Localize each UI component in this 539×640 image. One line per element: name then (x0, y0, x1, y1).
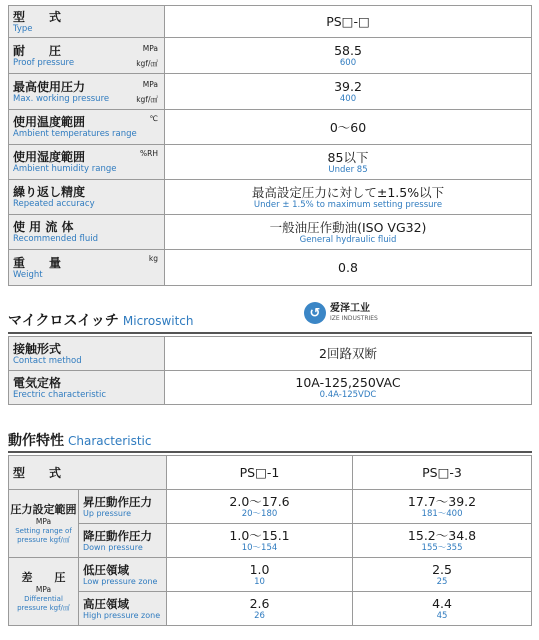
characteristic-row-low (9, 558, 532, 592)
spec-row-fluid (9, 215, 532, 250)
cell-ps3: 15.2～34.8 155～355 (353, 524, 532, 558)
row-label: 電気定格 Erectric characteristic (9, 371, 165, 405)
unit-label-2: kgf/㎠ (136, 59, 158, 68)
row-label: MPa kgf/㎠ 耐 圧 Proof pressure (9, 38, 165, 74)
microswitch-row-electric (9, 371, 532, 405)
row-label: 型 式 Type (9, 6, 165, 38)
cell-ps1: 1.0 10 (167, 558, 353, 592)
company-logo: ↺ 爱泽工业 IZE INDUSTRIES (304, 300, 378, 326)
type-label: 型 式 (9, 456, 167, 490)
cell-ps3: 2.5 25 (353, 558, 532, 592)
row-label: 昇圧動作圧力 Up pressure (79, 490, 167, 524)
col-header-ps1: PS□-1 (167, 456, 353, 490)
cell-ps1: 2.0～17.6 20～180 (167, 490, 353, 524)
microswitch-heading: マイクロスイッチ Microswitch (8, 313, 194, 329)
row-label: %RH 使用湿度範囲 Ambient humidity range (9, 145, 165, 180)
cell-ps3: 4.4 45 (353, 592, 532, 626)
diff-group-label: 差 圧 MPa Differential pressure kgf/㎠ (9, 558, 79, 626)
cell-ps1: 2.6 26 (167, 592, 353, 626)
spec-row-accuracy (9, 180, 532, 215)
characteristic-row-down (9, 524, 532, 558)
row-value: 0.8 (165, 250, 532, 286)
spec-row-weight (9, 250, 532, 286)
cell-ps1: 1.0～15.1 10～154 (167, 524, 353, 558)
spec-row-type (9, 6, 532, 38)
row-label: 降圧動作圧力 Down pressure (79, 524, 167, 558)
row-label: 使 用 流 体 Recommended fluid (9, 215, 165, 250)
row-value: 39.2 400 (165, 74, 532, 110)
col-header-ps3: PS□-3 (353, 456, 532, 490)
unit-label: kg (148, 254, 158, 263)
spec-row-max-pressure (9, 74, 532, 110)
row-value: 最高設定圧力に対して±1.5%以下 Under ± 1.5% to maximum setting pressure (165, 180, 532, 215)
spec-table (8, 5, 532, 286)
unit-label: MPa (142, 44, 158, 53)
row-value: 2回路双断 (165, 337, 532, 371)
row-label: kg 重 量 Weight (9, 250, 165, 286)
row-value: PS□-□ (165, 6, 532, 38)
row-label: ℃ 使用温度範囲 Ambient temperatures range (9, 110, 165, 145)
unit-label: %RH (140, 149, 158, 158)
characteristic-heading: 動作特性 Characteristic (8, 433, 152, 449)
microswitch-row-contact (9, 337, 532, 371)
characteristic-header-row (9, 456, 532, 490)
row-value: 85以下 Under 85 (165, 145, 532, 180)
characteristic-row-up (9, 490, 532, 524)
row-value: 58.5 600 (165, 38, 532, 74)
unit-label: MPa (142, 80, 158, 89)
row-label: MPa kgf/㎠ 最高使用圧力 Max. working pressure (9, 74, 165, 110)
cell-ps3: 17.7～39.2 181～400 (353, 490, 532, 524)
characteristic-row-high (9, 592, 532, 626)
row-label: 接触形式 Contact method (9, 337, 165, 371)
row-label: 低圧領域 Low pressure zone (79, 558, 167, 592)
logo-mark-icon: ↺ (304, 302, 326, 324)
spec-row-temperature (9, 110, 532, 145)
characteristic-table (8, 455, 532, 626)
row-value: 一般油圧作動油(ISO VG32) General hydraulic fluid (165, 215, 532, 250)
microswitch-table (8, 336, 532, 405)
row-label: 繰り返し精度 Repeated accuracy (9, 180, 165, 215)
unit-label-2: kgf/㎠ (136, 95, 158, 104)
section-divider (8, 332, 532, 334)
range-group-label: 圧力設定範囲 MPa Setting range of pressure kgf/㎠ (9, 490, 79, 558)
spec-row-humidity (9, 145, 532, 180)
spec-row-proof (9, 38, 532, 74)
row-value: 10A-125,250VAC 0.4A-125VDC (165, 371, 532, 405)
row-value: 0～60 (165, 110, 532, 145)
section-divider (8, 451, 532, 453)
unit-label: ℃ (149, 114, 158, 123)
row-label: 高圧領域 High pressure zone (79, 592, 167, 626)
